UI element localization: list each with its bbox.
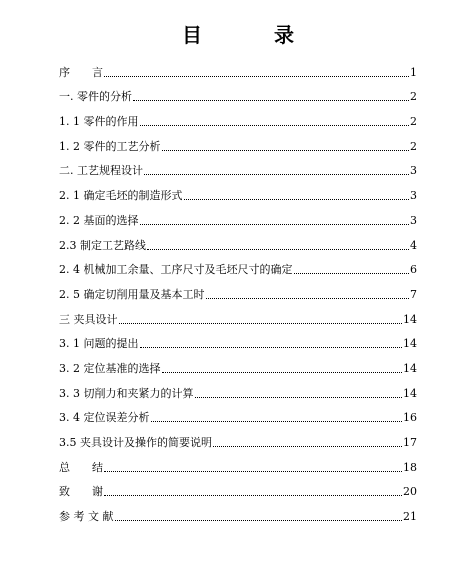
toc-entry-label: 2.3 制定工艺路线 [59, 238, 146, 252]
toc-entry-label: 3. 2 定位基准的选择 [59, 361, 161, 375]
toc-entry-acknowledgements [59, 476, 417, 501]
toc-entry-preface [59, 56, 417, 81]
toc-entry-page: 3 [410, 189, 417, 203]
toc-entry-page: 7 [410, 287, 417, 301]
toc-entry-label: 2. 5 确定切削用量及基本工时 [59, 287, 205, 301]
toc-entry-label: 序 言 [59, 65, 103, 79]
dot-leader [144, 174, 409, 175]
dot-leader [195, 397, 403, 398]
toc-entry-1-2 [59, 130, 417, 155]
toc-entry-label: 2. 2 基面的选择 [59, 213, 139, 227]
toc-entry-page: 1 [410, 65, 417, 79]
dot-leader [140, 347, 403, 348]
toc-entry-fixture-design [59, 303, 417, 328]
dot-leader [213, 446, 402, 447]
toc-entry-label: 3. 4 定位误差分析 [59, 411, 150, 425]
toc-entry-2-1 [59, 179, 417, 204]
toc-entry-page: 20 [403, 485, 417, 499]
toc-entry-2-4 [59, 254, 417, 279]
dot-leader [104, 76, 409, 77]
toc-entry-page: 14 [403, 312, 417, 326]
toc-entry-1-1 [59, 105, 417, 130]
toc-entry-label: 致 谢 [59, 485, 103, 499]
table-of-contents [59, 56, 417, 525]
toc-entry-page: 2 [410, 115, 417, 129]
toc-entry-page: 2 [410, 139, 417, 153]
dot-leader [147, 249, 409, 250]
toc-entry-label: 1. 1 零件的作用 [59, 115, 139, 129]
toc-entry-label: 3. 3 切削力和夹紧力的计算 [59, 386, 194, 400]
toc-entry-page: 21 [403, 510, 417, 524]
toc-entry-page: 17 [403, 436, 417, 449]
toc-entry-2-5 [59, 278, 417, 303]
toc-entry-references [59, 500, 417, 525]
toc-entry-label: 2. 4 机械加工余量、工序尺寸及毛坯尺寸的确定 [59, 263, 293, 277]
toc-entry-label: 总 结 [59, 460, 103, 474]
dot-leader [140, 125, 410, 126]
dot-leader [140, 224, 410, 225]
toc-entry-3-3 [59, 377, 417, 402]
toc-entry-label: 2. 1 确定毛坯的制造形式 [59, 189, 183, 203]
toc-entry-page: 2 [410, 90, 417, 104]
dot-leader [206, 298, 410, 299]
toc-entry-page: 14 [403, 386, 417, 400]
dot-leader [104, 471, 402, 472]
toc-entry-page: 4 [410, 238, 417, 252]
toc-entry-part-analysis [59, 81, 417, 106]
toc-entry-label: 参 考 文 献 [59, 510, 114, 524]
toc-entry-3-5 [59, 426, 417, 451]
dot-leader [119, 323, 403, 324]
toc-entry-label: 一. 零件的分析 [59, 90, 132, 104]
toc-entry-label: 三 夹具设计 [59, 312, 118, 326]
toc-entry-label: 3. 1 问题的提出 [59, 337, 139, 351]
toc-entry-process-design [59, 155, 417, 180]
toc-entry-page: 16 [403, 411, 417, 425]
toc-entry-page: 14 [403, 361, 417, 375]
dot-leader [115, 520, 403, 521]
dot-leader [162, 150, 410, 151]
toc-entry-page: 3 [410, 213, 417, 227]
toc-entry-3-4 [59, 402, 417, 427]
dot-leader [133, 100, 409, 101]
toc-entry-3-1 [59, 328, 417, 353]
toc-entry-label: 1. 2 零件的工艺分析 [59, 139, 161, 153]
dot-leader [184, 199, 410, 200]
dot-leader [294, 273, 410, 274]
toc-entry-summary [59, 451, 417, 476]
toc-entry-2-3 [59, 229, 417, 254]
toc-entry-3-2 [59, 352, 417, 377]
toc-entry-label: 二. 工艺规程设计 [59, 164, 143, 178]
dot-leader [151, 421, 403, 422]
dot-leader [104, 495, 402, 496]
toc-entry-page: 3 [410, 164, 417, 178]
toc-entry-page: 6 [410, 263, 417, 277]
toc-entry-page: 18 [403, 460, 417, 474]
toc-title: 目 录 [182, 23, 320, 47]
toc-entry-page: 14 [403, 337, 417, 351]
toc-entry-label: 3.5 夹具设计及操作的简要说明 [59, 436, 212, 449]
dot-leader [162, 372, 403, 373]
toc-entry-2-2 [59, 204, 417, 229]
